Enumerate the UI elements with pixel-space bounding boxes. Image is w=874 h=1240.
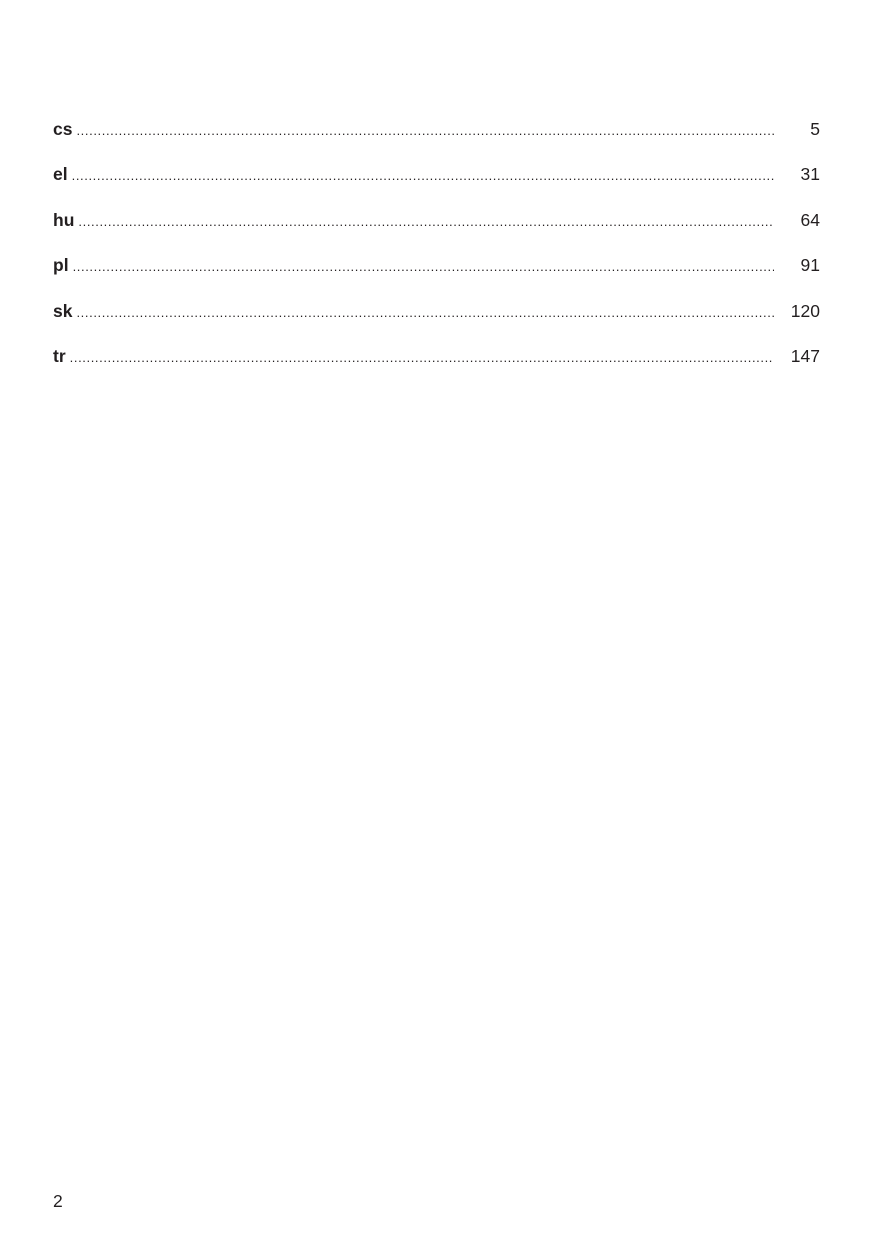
toc-language-code: cs: [53, 119, 73, 139]
toc-entry-el[interactable]: [53, 161, 820, 206]
toc-language-code: tr: [53, 345, 66, 366]
toc-entry-hu[interactable]: [53, 207, 820, 252]
toc-page-number: 64: [800, 209, 820, 230]
toc-leader-dots: [78, 209, 774, 235]
toc-language-code: hu: [53, 209, 75, 230]
toc-leader-dots: [70, 345, 774, 371]
toc-entry-cs[interactable]: [53, 116, 820, 161]
toc-page-number: 91: [800, 255, 820, 276]
toc-page-number: 120: [790, 300, 820, 321]
toc-leader-dots: [76, 118, 774, 144]
toc-entry-tr[interactable]: [53, 343, 820, 388]
toc-leader-dots: [73, 254, 774, 280]
toc-page-number: 5: [810, 119, 820, 139]
toc-language-code: pl: [53, 255, 69, 276]
toc-leader-dots: [72, 163, 774, 189]
page-number: 2: [53, 1191, 63, 1211]
table-of-contents: [53, 116, 820, 388]
toc-language-code: el: [53, 164, 68, 185]
toc-language-code: sk: [53, 300, 73, 321]
toc-page-number: 147: [790, 345, 820, 366]
toc-page-number: 31: [800, 164, 820, 185]
toc-entry-pl[interactable]: [53, 252, 820, 297]
toc-leader-dots: [76, 300, 774, 326]
toc-entry-sk[interactable]: [53, 298, 820, 343]
